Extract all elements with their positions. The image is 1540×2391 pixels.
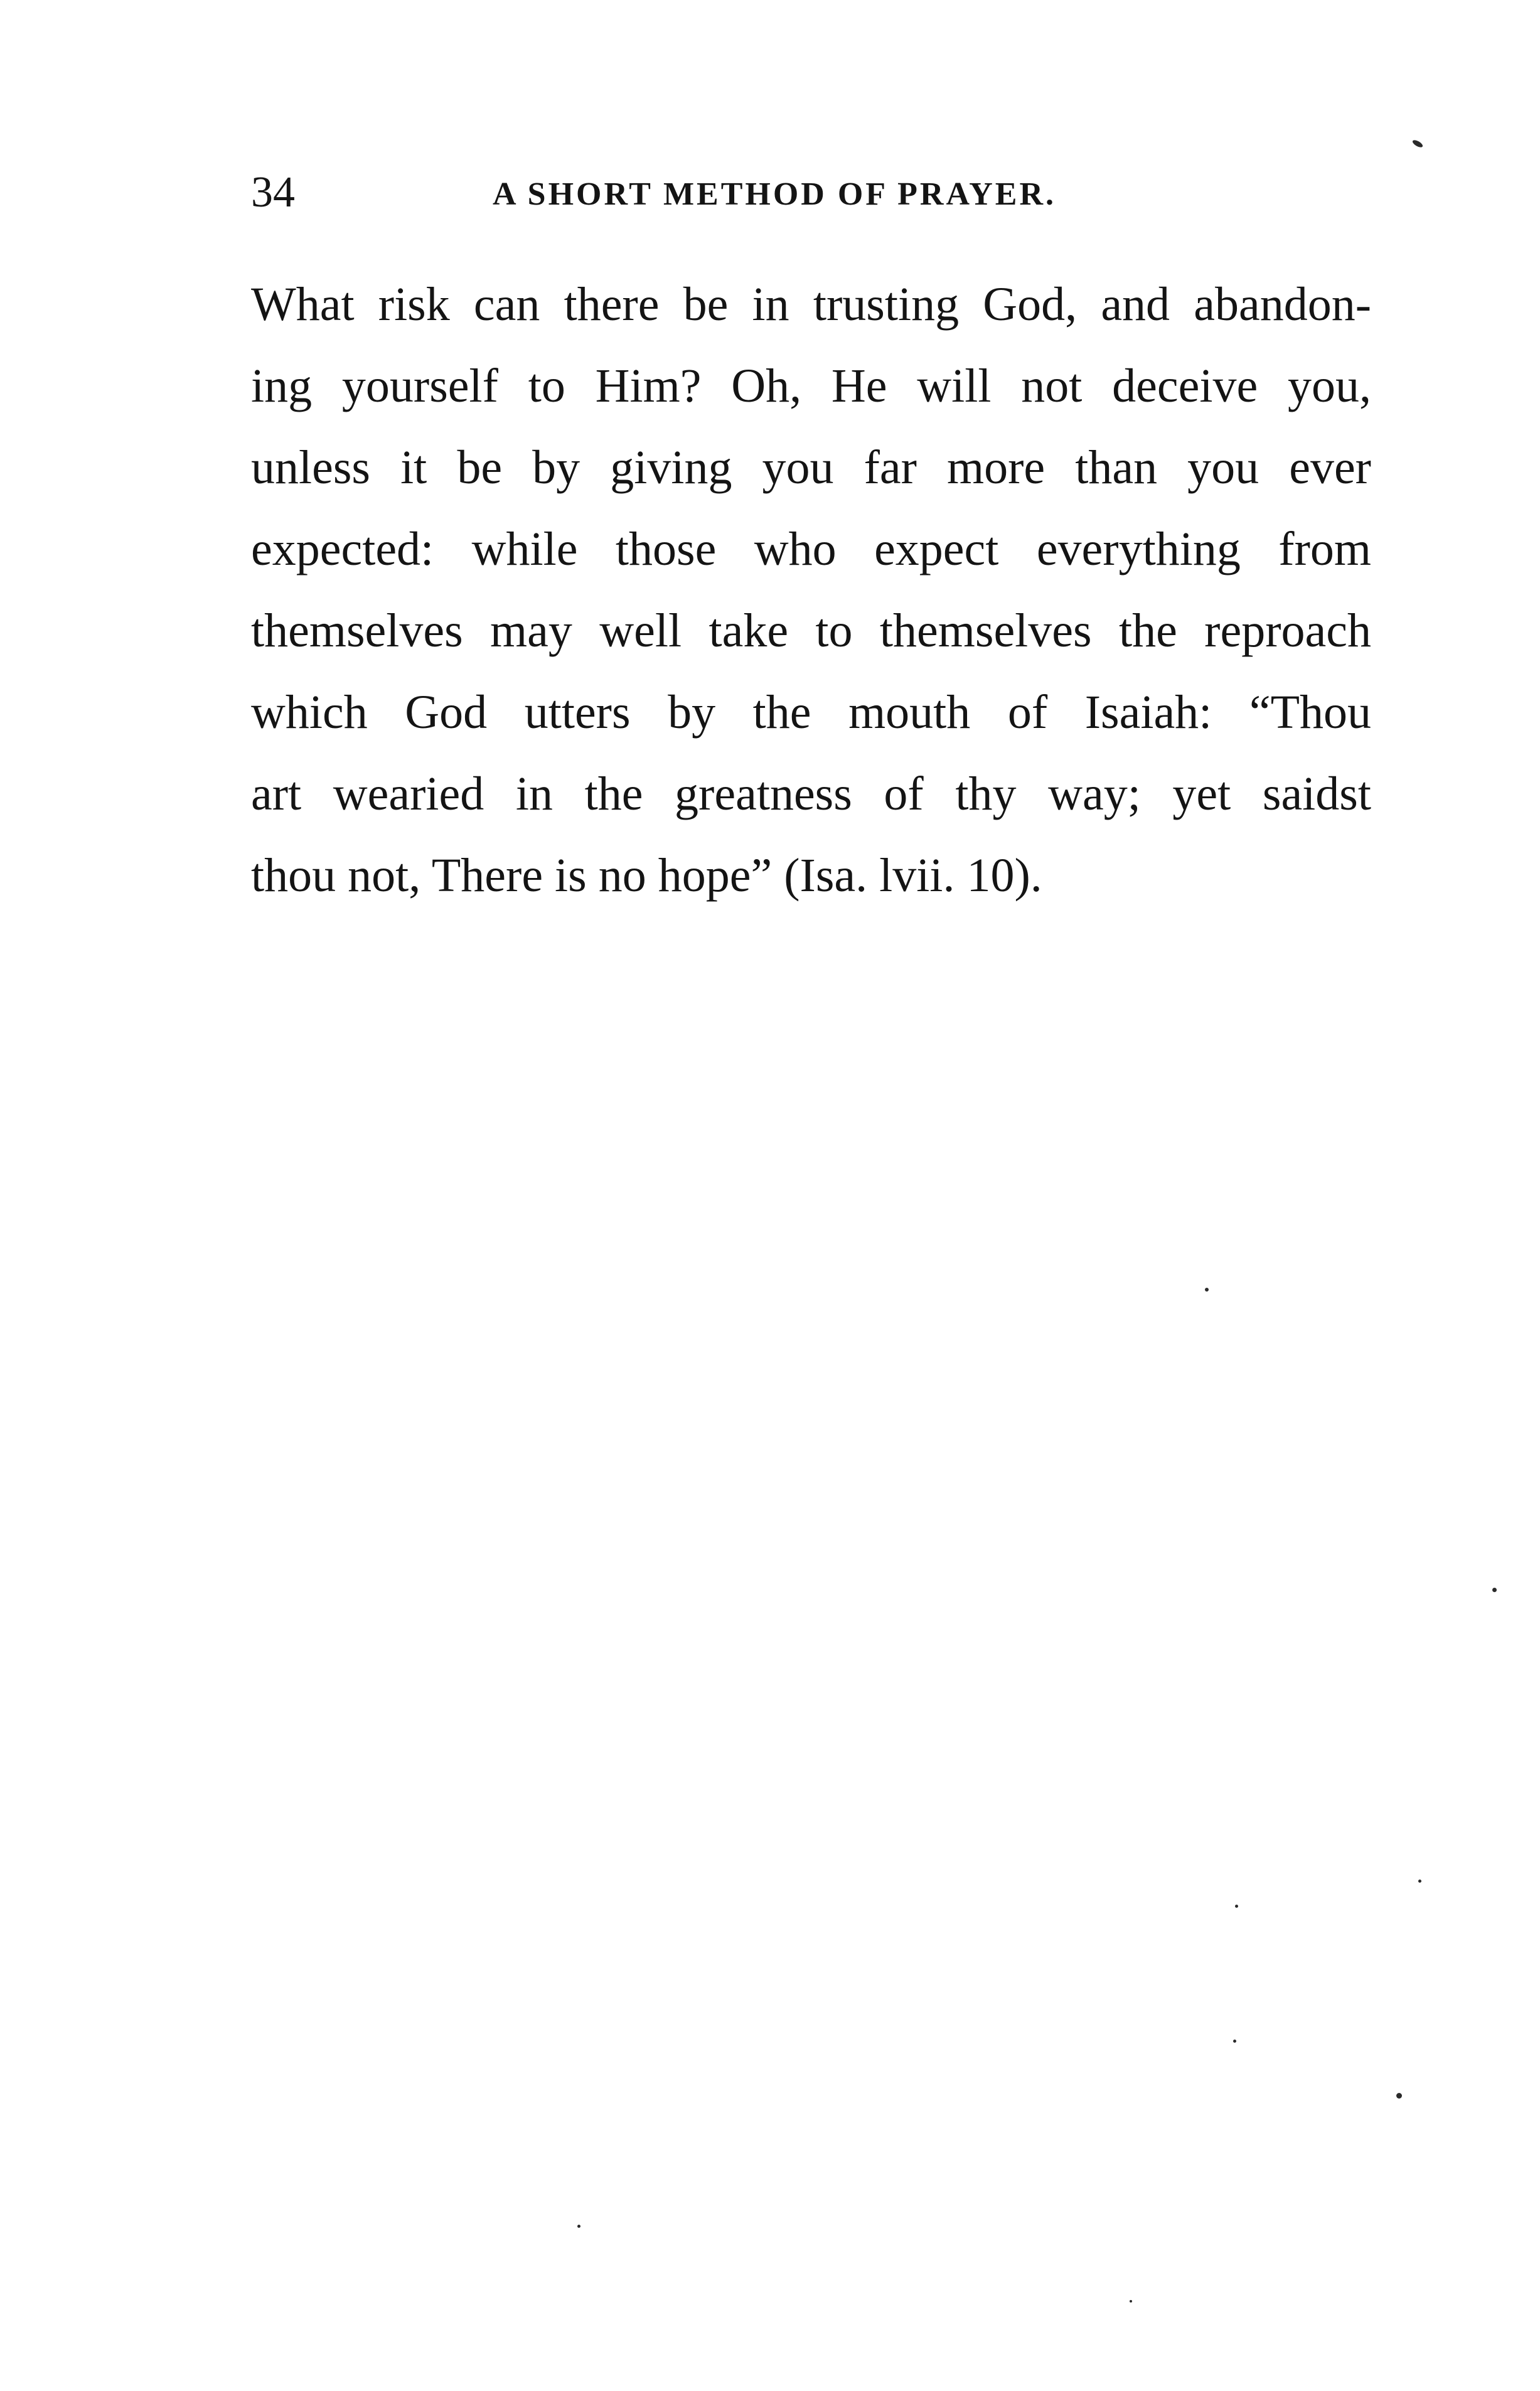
body-paragraph	[251, 264, 1371, 916]
scan-speck	[1492, 1588, 1497, 1592]
scan-speck	[1130, 2300, 1132, 2303]
text-line: What risk can there be in trusting God, and abandon-	[251, 278, 1371, 331]
text-line: unless it be by giving you far more than you ever	[251, 441, 1371, 494]
running-header	[251, 164, 1255, 221]
scan-speck	[1418, 1880, 1421, 1883]
scan-speck	[1235, 1905, 1238, 1908]
scan-speck	[1396, 2093, 1402, 2099]
text-line: ing yourself to Him? Oh, He will not deceive you,	[251, 360, 1371, 412]
scan-speck	[1411, 139, 1424, 149]
text-line: art wearied in the greatness of thy way; yet saidst	[251, 768, 1371, 820]
text-line: themselves may well take to themselves the reproach	[251, 604, 1371, 657]
scan-speck	[577, 2225, 580, 2228]
text-line: expected: while those who expect everything from	[251, 523, 1371, 575]
scan-speck	[1233, 2040, 1236, 2043]
text-line: which God utters by the mouth of Isaiah: “Thou	[251, 686, 1371, 739]
text-line: thou not, There is no hope” (Isa. lvii. 10).	[251, 849, 1042, 902]
running-title: A SHORT METHOD OF PRAYER.	[493, 176, 1057, 212]
scan-speck	[1205, 1288, 1209, 1292]
page-number: 34	[251, 168, 295, 217]
